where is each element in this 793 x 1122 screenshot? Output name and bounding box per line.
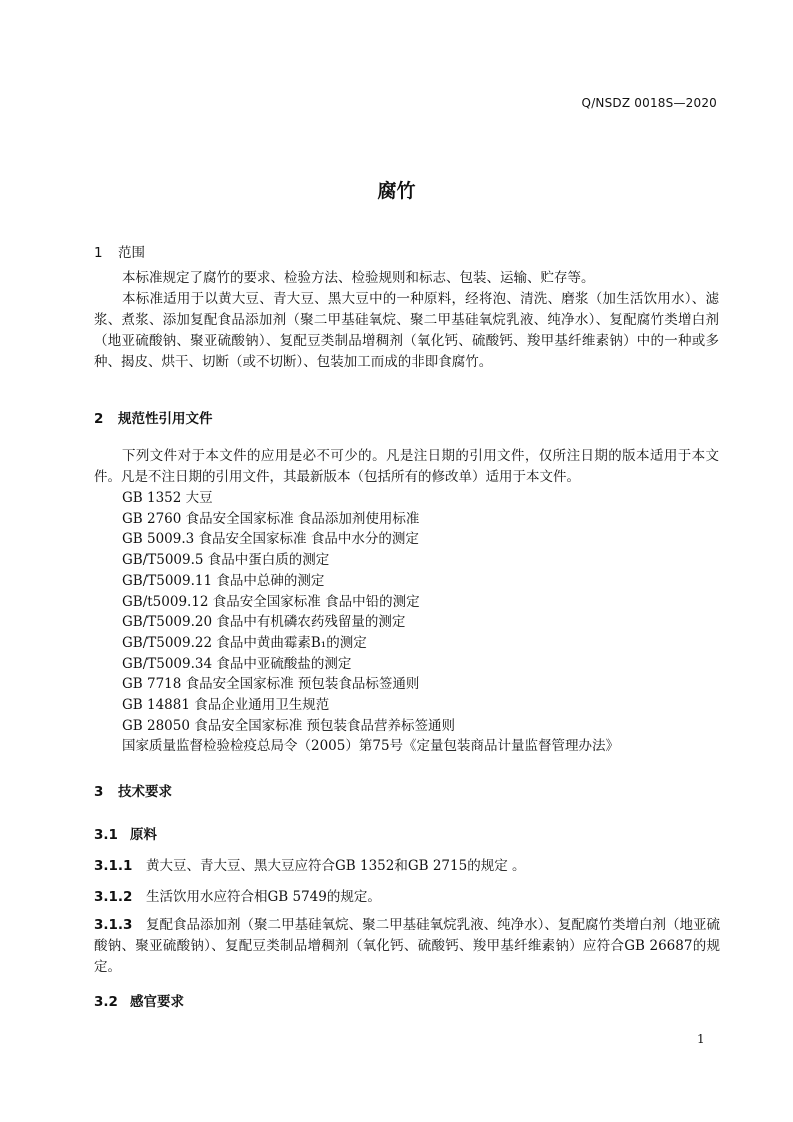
subsection-number: 3.1 (94, 827, 118, 843)
section-2-intro: 下列文件对于本文件的应用是必不可少的。凡是注日期的引用文件，仅所注日期的版本适用于本文件。凡是不注日期的引用文件，其最新版本（包括所有的修改单）适用于本文件。 (94, 448, 719, 485)
section-1-heading (94, 241, 145, 261)
clause-3-1-3 (94, 915, 720, 978)
reference-item: GB/T5009.22 食品中黄曲霉素B₁的测定 (122, 634, 367, 651)
page-number: 1 (697, 1032, 705, 1046)
reference-item: GB/T5009.20 食品中有机磷农药残留量的测定 (122, 614, 406, 631)
subsection-title: 原料 (130, 827, 157, 843)
section-2-heading (94, 407, 213, 427)
reference-item: GB 2760 食品安全国家标准 食品添加剂使用标准 (122, 510, 420, 527)
clause-3-1-2 (94, 885, 381, 905)
section-number: 2 (94, 411, 104, 427)
reference-item: GB/T5009.11 食品中总砷的测定 (122, 572, 325, 589)
reference-item: GB 1352 大豆 (122, 490, 213, 506)
clause-number: 3.1.3 (94, 917, 133, 933)
clause-number: 3.1.2 (94, 889, 133, 905)
subsection-title: 感官要求 (130, 994, 184, 1010)
reference-item: GB/t5009.12 食品安全国家标准 食品中铅的测定 (122, 593, 420, 610)
section-title: 技术要求 (118, 784, 172, 800)
section-1-paragraph-2: 本标准适用于以黄大豆、青大豆、黑大豆中的一种原料，经将泡、清洗、磨浆（加生活饮用水）、滤浆、煮浆、添加复配食品添加剂（聚二甲基硅氧烷、聚二甲基硅氧烷乳液、纯净水）、复配腐竹类增白剂（地亚硫酸钠、聚亚硫酸钠）、复配豆类制品增稠剂（氧化钙、硫酸钙、羧甲基纤维素钠）中的一种或多种、揭皮、烘干、切断（或不切断）、包装加工而成的非即食腐竹。 (94, 291, 719, 370)
reference-item: GB 5009.3 食品安全国家标准 食品中水分的测定 (122, 531, 419, 548)
reference-item: GB 14881 食品企业通用卫生规范 (122, 697, 330, 714)
subsection-3-2-heading (94, 990, 184, 1010)
clause-number: 3.1.1 (94, 858, 133, 874)
section-3-heading (94, 780, 172, 800)
subsection-number: 3.2 (94, 994, 118, 1010)
section-title: 规范性引用文件 (118, 411, 213, 427)
reference-item: GB/T5009.34 食品中亚硫酸盐的测定 (122, 655, 352, 672)
clause-3-1-1 (94, 854, 526, 874)
section-1-paragraph-1: 本标准规定了腐竹的要求、检验方法、检验规则和标志、包装、运输、贮存等。 (122, 270, 595, 286)
document-code: Q/NSDZ 0018S—2020 (581, 96, 717, 110)
document-title: 腐竹 (377, 180, 416, 202)
reference-list (122, 488, 619, 757)
subsection-3-1-heading (94, 823, 157, 843)
section-number: 1 (94, 245, 103, 261)
reference-item: 国家质量监督检验检疫总局令（2005）第75号《定量包装商品计量监督管理办法》 (122, 738, 620, 755)
reference-item: GB 7718 食品安全国家标准 预包装食品标签通则 (122, 676, 420, 693)
section-number: 3 (94, 784, 104, 800)
clause-text: 黄大豆、青大豆、黑大豆应符合GB 1352和GB 2715的规定 。 (146, 858, 526, 874)
section-title: 范围 (118, 245, 145, 261)
clause-text: 复配食品添加剂（聚二甲基硅氧烷、聚二甲基硅氧烷乳液、纯净水）、复配腐竹类增白剂（地亚硫酸钠、聚亚硫酸钠）、复配豆类制品增稠剂（氧化钙、硫酸钙、羧甲基纤维素钠）应符合GB 26687的规定。 (94, 917, 720, 975)
reference-item: GB 28050 食品安全国家标准 预包装食品营养标签通则 (122, 717, 456, 734)
clause-text: 生活饮用水应符合相GB 5749的规定。 (146, 889, 381, 905)
reference-item: GB/T5009.5 食品中蛋白质的测定 (122, 552, 330, 569)
